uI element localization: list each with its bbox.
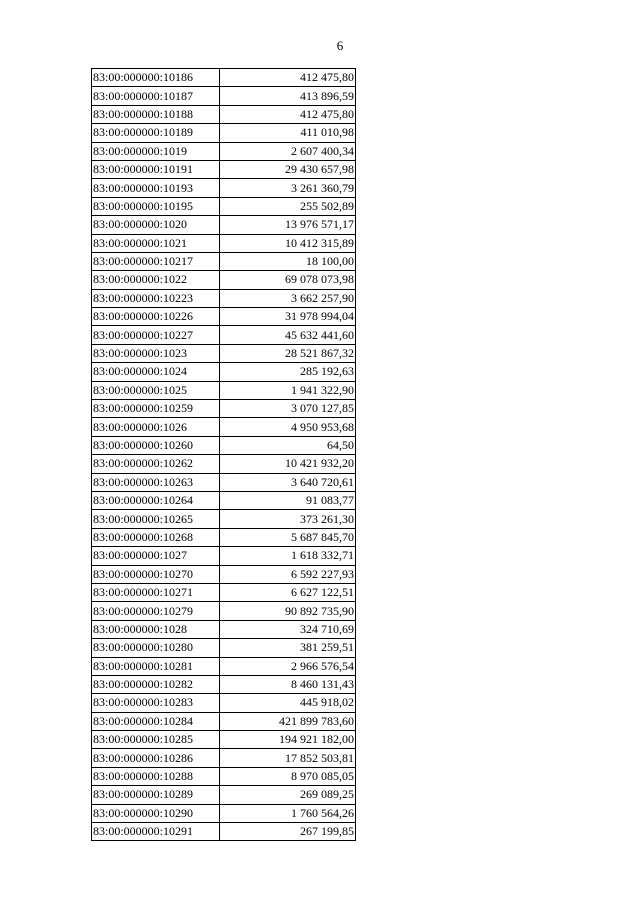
value-cell: 28 521 867,32 [220, 344, 356, 362]
value-cell: 1 760 564,26 [220, 804, 356, 822]
table-row [92, 197, 356, 215]
value-cell: 421 899 783,60 [220, 712, 356, 730]
value-cell: 3 261 360,79 [220, 179, 356, 197]
value-cell: 412 475,80 [220, 105, 356, 123]
table-row [92, 308, 356, 326]
cadastral-number-cell: 83:00:000000:10226 [92, 308, 220, 326]
value-cell: 31 978 994,04 [220, 308, 356, 326]
cadastral-number-cell: 83:00:000000:10187 [92, 87, 220, 105]
value-cell: 413 896,59 [220, 87, 356, 105]
value-cell: 69 078 073,98 [220, 271, 356, 289]
cadastral-number-cell: 83:00:000000:1021 [92, 234, 220, 252]
table-row [92, 657, 356, 675]
value-cell: 2 966 576,54 [220, 657, 356, 675]
value-cell: 3 070 127,85 [220, 400, 356, 418]
table-row [92, 749, 356, 767]
table-row [92, 455, 356, 473]
value-cell: 267 199,85 [220, 823, 356, 841]
table-row [92, 271, 356, 289]
cadastral-number-cell: 83:00:000000:10280 [92, 639, 220, 657]
cadastral-number-cell: 83:00:000000:10285 [92, 731, 220, 749]
cadastral-number-cell: 83:00:000000:1028 [92, 620, 220, 638]
cadastral-number-cell: 83:00:000000:10290 [92, 804, 220, 822]
cadastral-number-cell: 83:00:000000:1019 [92, 142, 220, 160]
value-cell: 324 710,69 [220, 620, 356, 638]
table-row [92, 87, 356, 105]
cadastral-number-cell: 83:00:000000:10223 [92, 289, 220, 307]
table-row [92, 400, 356, 418]
table-row [92, 418, 356, 436]
value-cell: 3 662 257,90 [220, 289, 356, 307]
table-row [92, 565, 356, 583]
value-cell: 10 412 315,89 [220, 234, 356, 252]
cadastral-number-cell: 83:00:000000:10279 [92, 602, 220, 620]
value-cell: 6 627 122,51 [220, 583, 356, 601]
table-row [92, 69, 356, 87]
cadastral-number-cell: 83:00:000000:10270 [92, 565, 220, 583]
table-row [92, 179, 356, 197]
value-cell: 1 941 322,90 [220, 381, 356, 399]
table-row [92, 620, 356, 638]
table-row [92, 436, 356, 454]
table-row [92, 381, 356, 399]
cadastral-number-cell: 83:00:000000:10195 [92, 197, 220, 215]
value-cell: 5 687 845,70 [220, 528, 356, 546]
value-cell: 194 921 182,00 [220, 731, 356, 749]
value-cell: 13 976 571,17 [220, 216, 356, 234]
page-number: 6 [336, 38, 344, 53]
value-cell: 45 632 441,60 [220, 326, 356, 344]
table-row [92, 731, 356, 749]
value-cell: 445 918,02 [220, 694, 356, 712]
cadastral-number-cell: 83:00:000000:10217 [92, 252, 220, 270]
table-row [92, 694, 356, 712]
table-row [92, 124, 356, 142]
cadastral-number-cell: 83:00:000000:1020 [92, 216, 220, 234]
cadastral-number-cell: 83:00:000000:10288 [92, 767, 220, 785]
table-row [92, 639, 356, 657]
value-cell: 411 010,98 [220, 124, 356, 142]
cadastral-number-cell: 83:00:000000:10264 [92, 491, 220, 509]
value-cell: 8 460 131,43 [220, 675, 356, 693]
table-row [92, 602, 356, 620]
value-cell: 3 640 720,61 [220, 473, 356, 491]
table-row [92, 491, 356, 509]
table-row [92, 804, 356, 822]
table-body [92, 69, 356, 841]
cadastral-number-cell: 83:00:000000:10263 [92, 473, 220, 491]
value-cell: 4 950 953,68 [220, 418, 356, 436]
table-row [92, 344, 356, 362]
cadastral-number-cell: 83:00:000000:1027 [92, 547, 220, 565]
table-row [92, 234, 356, 252]
table-row [92, 823, 356, 841]
cadastral-number-cell: 83:00:000000:10286 [92, 749, 220, 767]
cadastral-number-cell: 83:00:000000:1025 [92, 381, 220, 399]
table-row [92, 252, 356, 270]
cadastral-number-cell: 83:00:000000:1023 [92, 344, 220, 362]
table-row [92, 675, 356, 693]
value-cell: 373 261,30 [220, 510, 356, 528]
value-cell: 6 592 227,93 [220, 565, 356, 583]
value-cell: 412 475,80 [220, 69, 356, 87]
value-cell: 269 089,25 [220, 786, 356, 804]
cadastral-number-cell: 83:00:000000:10283 [92, 694, 220, 712]
value-cell: 1 618 332,71 [220, 547, 356, 565]
table-row [92, 216, 356, 234]
table-row [92, 528, 356, 546]
table-row [92, 583, 356, 601]
cadastral-number-cell: 83:00:000000:10281 [92, 657, 220, 675]
value-cell: 91 083,77 [220, 491, 356, 509]
cadastral-number-cell: 83:00:000000:10259 [92, 400, 220, 418]
cadastral-value-table [91, 68, 356, 841]
cadastral-number-cell: 83:00:000000:10260 [92, 436, 220, 454]
value-cell: 10 421 932,20 [220, 455, 356, 473]
table-row [92, 326, 356, 344]
table-row [92, 786, 356, 804]
table-row [92, 712, 356, 730]
value-cell: 381 259,51 [220, 639, 356, 657]
cadastral-number-cell: 83:00:000000:10289 [92, 786, 220, 804]
table-row [92, 510, 356, 528]
cadastral-number-cell: 83:00:000000:10186 [92, 69, 220, 87]
value-cell: 18 100,00 [220, 252, 356, 270]
cadastral-number-cell: 83:00:000000:1024 [92, 363, 220, 381]
value-cell: 8 970 085,05 [220, 767, 356, 785]
table-row [92, 142, 356, 160]
cadastral-number-cell: 83:00:000000:10284 [92, 712, 220, 730]
value-cell: 17 852 503,81 [220, 749, 356, 767]
value-cell: 2 607 400,34 [220, 142, 356, 160]
value-cell: 255 502,89 [220, 197, 356, 215]
cadastral-number-cell: 83:00:000000:10271 [92, 583, 220, 601]
cadastral-number-cell: 83:00:000000:10193 [92, 179, 220, 197]
value-cell: 29 430 657,98 [220, 160, 356, 178]
table-row [92, 289, 356, 307]
cadastral-number-cell: 83:00:000000:10265 [92, 510, 220, 528]
table-row [92, 473, 356, 491]
table-row [92, 363, 356, 381]
value-cell: 64,50 [220, 436, 356, 454]
cadastral-number-cell: 83:00:000000:10262 [92, 455, 220, 473]
cadastral-number-cell: 83:00:000000:10282 [92, 675, 220, 693]
cadastral-number-cell: 83:00:000000:10227 [92, 326, 220, 344]
value-cell: 90 892 735,90 [220, 602, 356, 620]
cadastral-number-cell: 83:00:000000:10268 [92, 528, 220, 546]
table-row [92, 547, 356, 565]
cadastral-number-cell: 83:00:000000:10189 [92, 124, 220, 142]
cadastral-number-cell: 83:00:000000:10188 [92, 105, 220, 123]
cadastral-number-cell: 83:00:000000:1022 [92, 271, 220, 289]
cadastral-number-cell: 83:00:000000:1026 [92, 418, 220, 436]
table-row [92, 105, 356, 123]
cadastral-number-cell: 83:00:000000:10191 [92, 160, 220, 178]
value-cell: 285 192,63 [220, 363, 356, 381]
table-row [92, 160, 356, 178]
cadastral-number-cell: 83:00:000000:10291 [92, 823, 220, 841]
table-row [92, 767, 356, 785]
